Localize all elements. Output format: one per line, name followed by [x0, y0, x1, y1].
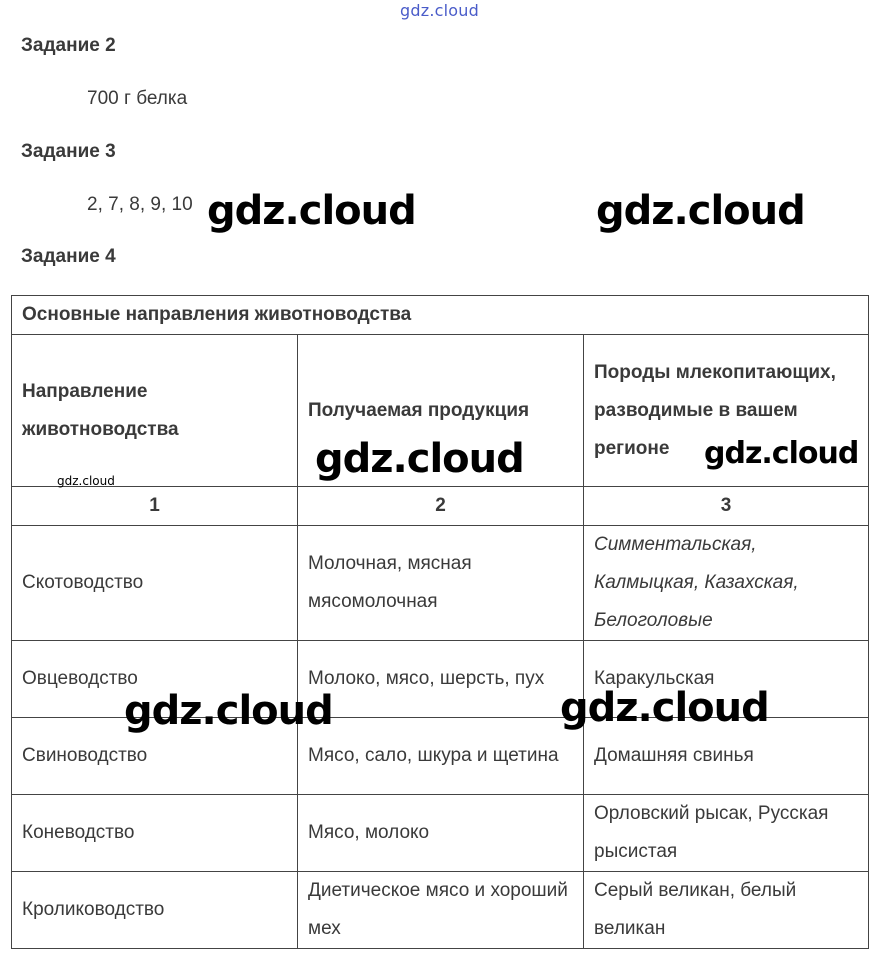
products-cell: Молоко, мясо, шерсть, пух	[298, 641, 584, 718]
task-2-heading: Задание 2	[21, 35, 116, 56]
top-watermark: gdz.cloud	[400, 1, 479, 20]
watermark: gdz.cloud	[124, 688, 333, 734]
task-2-answer: 700 г белка	[87, 88, 188, 109]
breeds-cell: Орловский рысак, Русская рысистая	[584, 795, 869, 872]
products-cell: Молочная, мясная мясомолочная	[298, 526, 584, 641]
table-row	[12, 872, 869, 949]
column-number: 2	[298, 487, 584, 526]
task-4-heading: Задание 4	[21, 246, 116, 267]
watermark: gdz.cloud	[596, 188, 805, 234]
livestock-table	[11, 295, 869, 949]
table-title-row	[12, 296, 869, 335]
direction-cell: Скотоводство	[12, 526, 298, 641]
header-products: Получаемая продукция	[298, 335, 584, 487]
column-number: 1	[12, 487, 298, 526]
watermark: gdz.cloud	[207, 188, 416, 234]
column-number: 3	[584, 487, 869, 526]
table-row	[12, 526, 869, 641]
products-cell: Мясо, молоко	[298, 795, 584, 872]
breeds-cell: Домашняя свинья	[584, 718, 869, 795]
watermark: gdz.cloud	[560, 685, 769, 731]
header-direction: Направление животноводства	[12, 335, 298, 487]
table-title: Основные направления животноводства	[12, 296, 869, 335]
breeds-cell: Симментальская, Калмыцкая, Казахская, Белоголовые	[584, 526, 869, 641]
watermark: gdz.cloud	[315, 436, 524, 482]
table-number-row	[12, 487, 869, 526]
breeds-cell: Серый великан, белый великан	[584, 872, 869, 949]
watermark: gdz.cloud	[704, 436, 859, 471]
task-3-heading: Задание 3	[21, 141, 116, 162]
direction-cell: Овцеводство	[12, 641, 298, 718]
products-cell: Диетическое мясо и хороший мех	[298, 872, 584, 949]
watermark-small: gdz.cloud	[57, 474, 115, 488]
direction-cell: Кролиководство	[12, 872, 298, 949]
table-row	[12, 795, 869, 872]
header-breeds: Породы млекопитающих, разводимые в вашем регионе	[584, 335, 869, 487]
task-3-answer: 2, 7, 8, 9, 10	[87, 194, 193, 215]
breeds-cell: Каракульская	[584, 641, 869, 718]
direction-cell: Коневодство	[12, 795, 298, 872]
products-cell: Мясо, сало, шкура и щетина	[298, 718, 584, 795]
direction-cell: Свиноводство	[12, 718, 298, 795]
